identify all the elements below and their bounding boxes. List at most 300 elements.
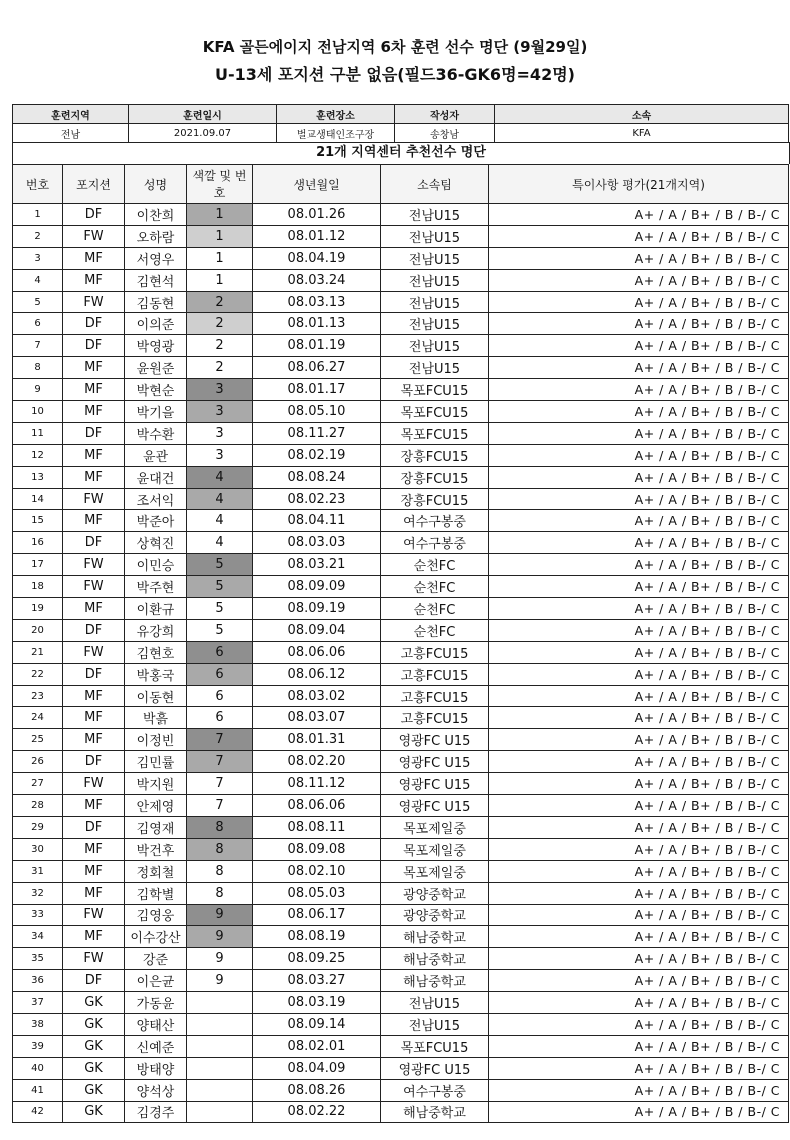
table-row xyxy=(13,926,789,948)
player-color-group: 7 xyxy=(187,795,253,817)
player-birthdate: 08.05.03 xyxy=(253,882,381,904)
column-header: 특이사항 평가(21개지역) xyxy=(489,165,789,204)
player-rating-scale: A+ / A / B+ / B / B-/ C xyxy=(489,795,789,817)
player-team: 장흥FCU15 xyxy=(381,488,489,510)
player-position: FW xyxy=(63,576,125,598)
player-number: 27 xyxy=(13,773,63,795)
section-title: 21개 지역센터 추천선수 명단 xyxy=(12,142,790,164)
table-row xyxy=(13,992,789,1014)
player-team: 전남U15 xyxy=(381,992,489,1014)
player-birthdate: 08.08.19 xyxy=(253,926,381,948)
player-team: 목포제일중 xyxy=(381,816,489,838)
player-team: 고흥FCU15 xyxy=(381,641,489,663)
player-team: 장흥FCU15 xyxy=(381,466,489,488)
player-rating-scale: A+ / A / B+ / B / B-/ C xyxy=(489,466,789,488)
player-color-group: 7 xyxy=(187,751,253,773)
player-team: 목포제일중 xyxy=(381,838,489,860)
player-rating-scale: A+ / A / B+ / B / B-/ C xyxy=(489,1057,789,1079)
player-position: DF xyxy=(63,970,125,992)
player-birthdate: 08.03.24 xyxy=(253,269,381,291)
player-name: 서영우 xyxy=(125,247,187,269)
player-position: MF xyxy=(63,860,125,882)
player-number: 33 xyxy=(13,904,63,926)
player-birthdate: 08.09.09 xyxy=(253,576,381,598)
player-color-group xyxy=(187,1013,253,1035)
player-name: 이민승 xyxy=(125,554,187,576)
document-subtitle: U-13세 포지션 구분 없음(필드36-GK6명=42명) xyxy=(215,65,575,84)
player-team: 고흥FCU15 xyxy=(381,685,489,707)
player-number: 3 xyxy=(13,247,63,269)
player-name: 가동윤 xyxy=(125,992,187,1014)
table-row xyxy=(13,729,789,751)
player-position: DF xyxy=(63,619,125,641)
table-row xyxy=(13,904,789,926)
player-number: 36 xyxy=(13,970,63,992)
info-value-cell: 벌교생태인조구장 xyxy=(277,124,395,143)
player-number: 24 xyxy=(13,707,63,729)
player-number: 18 xyxy=(13,576,63,598)
table-row xyxy=(13,357,789,379)
player-number: 25 xyxy=(13,729,63,751)
player-number: 17 xyxy=(13,554,63,576)
info-header-row xyxy=(13,105,789,124)
player-color-group: 1 xyxy=(187,269,253,291)
player-position: MF xyxy=(63,510,125,532)
table-row xyxy=(13,1035,789,1057)
player-team: 영광FC U15 xyxy=(381,1057,489,1079)
player-name: 김동현 xyxy=(125,291,187,313)
player-birthdate: 08.09.25 xyxy=(253,948,381,970)
player-team: 전남U15 xyxy=(381,1013,489,1035)
player-team: 장흥FCU15 xyxy=(381,444,489,466)
table-row xyxy=(13,1079,789,1101)
player-name: 김경주 xyxy=(125,1101,187,1123)
table-row xyxy=(13,313,789,335)
player-position: GK xyxy=(63,1035,125,1057)
player-rating-scale: A+ / A / B+ / B / B-/ C xyxy=(489,685,789,707)
player-team: 전남U15 xyxy=(381,269,489,291)
player-team: 여수구봉중 xyxy=(381,510,489,532)
player-team: 여수구봉중 xyxy=(381,1079,489,1101)
player-rating-scale: A+ / A / B+ / B / B-/ C xyxy=(489,992,789,1014)
player-name: 오하람 xyxy=(125,225,187,247)
player-position: FW xyxy=(63,948,125,970)
player-name: 이동현 xyxy=(125,685,187,707)
player-team: 해남중학교 xyxy=(381,970,489,992)
table-row xyxy=(13,882,789,904)
info-header-cell: 훈련일시 xyxy=(129,105,277,124)
player-team: 고흥FCU15 xyxy=(381,707,489,729)
player-birthdate: 08.04.09 xyxy=(253,1057,381,1079)
player-position: GK xyxy=(63,1079,125,1101)
player-color-group: 3 xyxy=(187,379,253,401)
player-birthdate: 08.02.22 xyxy=(253,1101,381,1123)
info-header-cell: 작성자 xyxy=(395,105,495,124)
player-name: 이수강산 xyxy=(125,926,187,948)
player-birthdate: 08.01.17 xyxy=(253,379,381,401)
table-row xyxy=(13,860,789,882)
player-rating-scale: A+ / A / B+ / B / B-/ C xyxy=(489,422,789,444)
player-name: 박홍국 xyxy=(125,663,187,685)
table-row xyxy=(13,838,789,860)
player-name: 김현석 xyxy=(125,269,187,291)
player-name: 박기을 xyxy=(125,401,187,423)
player-team: 해남중학교 xyxy=(381,1101,489,1123)
player-rating-scale: A+ / A / B+ / B / B-/ C xyxy=(489,773,789,795)
player-position: MF xyxy=(63,707,125,729)
column-header: 색깔 및 번호 xyxy=(187,165,253,204)
player-birthdate: 08.04.19 xyxy=(253,247,381,269)
table-row xyxy=(13,554,789,576)
document-title: KFA 골든에이지 전남지역 6차 훈련 선수 명단 (9월29일) xyxy=(202,38,588,56)
player-team: 광양중학교 xyxy=(381,882,489,904)
player-rating-scale: A+ / A / B+ / B / B-/ C xyxy=(489,619,789,641)
player-number: 22 xyxy=(13,663,63,685)
table-row xyxy=(13,576,789,598)
player-name: 상혁진 xyxy=(125,532,187,554)
player-rating-scale: A+ / A / B+ / B / B-/ C xyxy=(489,401,789,423)
player-birthdate: 08.01.19 xyxy=(253,335,381,357)
player-rating-scale: A+ / A / B+ / B / B-/ C xyxy=(489,751,789,773)
player-position: FW xyxy=(63,773,125,795)
player-position: DF xyxy=(63,313,125,335)
player-color-group: 9 xyxy=(187,970,253,992)
player-birthdate: 08.02.19 xyxy=(253,444,381,466)
player-position: MF xyxy=(63,795,125,817)
player-color-group: 2 xyxy=(187,335,253,357)
player-color-group: 7 xyxy=(187,729,253,751)
player-name: 이은균 xyxy=(125,970,187,992)
player-rating-scale: A+ / A / B+ / B / B-/ C xyxy=(489,291,789,313)
player-team: 순천FC xyxy=(381,598,489,620)
player-birthdate: 08.05.10 xyxy=(253,401,381,423)
player-position: MF xyxy=(63,838,125,860)
table-row xyxy=(13,816,789,838)
player-birthdate: 08.03.27 xyxy=(253,970,381,992)
player-rating-scale: A+ / A / B+ / B / B-/ C xyxy=(489,357,789,379)
player-name: 박건후 xyxy=(125,838,187,860)
player-rating-scale: A+ / A / B+ / B / B-/ C xyxy=(489,926,789,948)
info-value-cell: 송창남 xyxy=(395,124,495,143)
roster-header-row xyxy=(13,165,789,204)
player-birthdate: 08.01.26 xyxy=(253,204,381,226)
player-birthdate: 08.04.11 xyxy=(253,510,381,532)
player-name: 박현순 xyxy=(125,379,187,401)
player-team: 광양중학교 xyxy=(381,904,489,926)
player-rating-scale: A+ / A / B+ / B / B-/ C xyxy=(489,641,789,663)
player-team: 목포FCU15 xyxy=(381,1035,489,1057)
player-color-group: 2 xyxy=(187,291,253,313)
player-birthdate: 08.01.31 xyxy=(253,729,381,751)
player-rating-scale: A+ / A / B+ / B / B-/ C xyxy=(489,729,789,751)
table-row xyxy=(13,1013,789,1035)
player-number: 37 xyxy=(13,992,63,1014)
player-position: FW xyxy=(63,904,125,926)
player-position: DF xyxy=(63,751,125,773)
player-color-group: 8 xyxy=(187,860,253,882)
player-team: 전남U15 xyxy=(381,335,489,357)
player-position: GK xyxy=(63,1101,125,1123)
column-header: 번호 xyxy=(13,165,63,204)
player-color-group: 9 xyxy=(187,948,253,970)
player-rating-scale: A+ / A / B+ / B / B-/ C xyxy=(489,444,789,466)
player-number: 28 xyxy=(13,795,63,817)
player-team: 순천FC xyxy=(381,619,489,641)
table-row xyxy=(13,488,789,510)
column-header: 소속팀 xyxy=(381,165,489,204)
table-row xyxy=(13,663,789,685)
player-color-group: 5 xyxy=(187,576,253,598)
player-rating-scale: A+ / A / B+ / B / B-/ C xyxy=(489,838,789,860)
player-color-group: 5 xyxy=(187,598,253,620)
player-birthdate: 08.02.23 xyxy=(253,488,381,510)
player-team: 전남U15 xyxy=(381,291,489,313)
player-number: 26 xyxy=(13,751,63,773)
player-birthdate: 08.03.07 xyxy=(253,707,381,729)
player-position: DF xyxy=(63,204,125,226)
player-position: FW xyxy=(63,291,125,313)
player-rating-scale: A+ / A / B+ / B / B-/ C xyxy=(489,816,789,838)
player-number: 41 xyxy=(13,1079,63,1101)
info-value-cell: 2021.09.07 xyxy=(129,124,277,143)
info-header-cell: 훈련지역 xyxy=(13,105,129,124)
player-number: 42 xyxy=(13,1101,63,1123)
player-team: 목포FCU15 xyxy=(381,379,489,401)
table-row xyxy=(13,948,789,970)
player-team: 목포FCU15 xyxy=(381,401,489,423)
table-row xyxy=(13,1101,789,1123)
player-position: MF xyxy=(63,926,125,948)
player-team: 목포FCU15 xyxy=(381,422,489,444)
player-color-group: 8 xyxy=(187,838,253,860)
table-row xyxy=(13,751,789,773)
player-number: 4 xyxy=(13,269,63,291)
player-name: 이정빈 xyxy=(125,729,187,751)
player-color-group: 4 xyxy=(187,466,253,488)
player-name: 김영웅 xyxy=(125,904,187,926)
player-rating-scale: A+ / A / B+ / B / B-/ C xyxy=(489,313,789,335)
player-name: 신예준 xyxy=(125,1035,187,1057)
player-name: 윤관 xyxy=(125,444,187,466)
player-name: 김학별 xyxy=(125,882,187,904)
player-position: DF xyxy=(63,335,125,357)
player-number: 10 xyxy=(13,401,63,423)
player-color-group: 2 xyxy=(187,357,253,379)
player-rating-scale: A+ / A / B+ / B / B-/ C xyxy=(489,225,789,247)
player-number: 15 xyxy=(13,510,63,532)
player-position: DF xyxy=(63,663,125,685)
player-birthdate: 08.03.21 xyxy=(253,554,381,576)
table-row xyxy=(13,510,789,532)
player-number: 6 xyxy=(13,313,63,335)
player-rating-scale: A+ / A / B+ / B / B-/ C xyxy=(489,379,789,401)
player-birthdate: 08.09.08 xyxy=(253,838,381,860)
player-position: GK xyxy=(63,992,125,1014)
player-rating-scale: A+ / A / B+ / B / B-/ C xyxy=(489,707,789,729)
player-number: 13 xyxy=(13,466,63,488)
table-row xyxy=(13,379,789,401)
table-row xyxy=(13,225,789,247)
player-color-group: 6 xyxy=(187,685,253,707)
table-row xyxy=(13,532,789,554)
player-rating-scale: A+ / A / B+ / B / B-/ C xyxy=(489,663,789,685)
player-rating-scale: A+ / A / B+ / B / B-/ C xyxy=(489,1035,789,1057)
player-name: 강준 xyxy=(125,948,187,970)
player-position: MF xyxy=(63,379,125,401)
table-row xyxy=(13,685,789,707)
player-color-group: 1 xyxy=(187,204,253,226)
player-birthdate: 08.03.03 xyxy=(253,532,381,554)
table-row xyxy=(13,269,789,291)
table-row xyxy=(13,970,789,992)
player-position: MF xyxy=(63,598,125,620)
player-position: DF xyxy=(63,532,125,554)
player-color-group: 5 xyxy=(187,554,253,576)
player-color-group xyxy=(187,992,253,1014)
player-number: 8 xyxy=(13,357,63,379)
player-color-group: 1 xyxy=(187,225,253,247)
player-name: 양석상 xyxy=(125,1079,187,1101)
player-position: DF xyxy=(63,422,125,444)
player-number: 16 xyxy=(13,532,63,554)
player-rating-scale: A+ / A / B+ / B / B-/ C xyxy=(489,335,789,357)
player-birthdate: 08.09.14 xyxy=(253,1013,381,1035)
player-position: DF xyxy=(63,816,125,838)
player-color-group: 8 xyxy=(187,882,253,904)
table-row xyxy=(13,641,789,663)
table-row xyxy=(13,598,789,620)
player-color-group xyxy=(187,1035,253,1057)
table-row xyxy=(13,401,789,423)
player-number: 14 xyxy=(13,488,63,510)
player-rating-scale: A+ / A / B+ / B / B-/ C xyxy=(489,204,789,226)
player-birthdate: 08.02.20 xyxy=(253,751,381,773)
player-number: 20 xyxy=(13,619,63,641)
player-position: MF xyxy=(63,247,125,269)
player-number: 5 xyxy=(13,291,63,313)
player-name: 이의준 xyxy=(125,313,187,335)
player-number: 35 xyxy=(13,948,63,970)
player-rating-scale: A+ / A / B+ / B / B-/ C xyxy=(489,948,789,970)
player-color-group: 1 xyxy=(187,247,253,269)
player-color-group: 9 xyxy=(187,904,253,926)
player-position: MF xyxy=(63,685,125,707)
player-roster-table xyxy=(12,164,789,1123)
player-name: 김영재 xyxy=(125,816,187,838)
table-row xyxy=(13,444,789,466)
player-number: 32 xyxy=(13,882,63,904)
player-rating-scale: A+ / A / B+ / B / B-/ C xyxy=(489,554,789,576)
column-header: 생년월일 xyxy=(253,165,381,204)
player-color-group: 3 xyxy=(187,422,253,444)
player-name: 양태산 xyxy=(125,1013,187,1035)
player-birthdate: 08.08.26 xyxy=(253,1079,381,1101)
table-row xyxy=(13,247,789,269)
player-rating-scale: A+ / A / B+ / B / B-/ C xyxy=(489,510,789,532)
column-header: 성명 xyxy=(125,165,187,204)
player-birthdate: 08.02.10 xyxy=(253,860,381,882)
player-color-group: 5 xyxy=(187,619,253,641)
player-position: MF xyxy=(63,729,125,751)
player-name: 김민률 xyxy=(125,751,187,773)
player-position: FW xyxy=(63,554,125,576)
player-team: 순천FC xyxy=(381,554,489,576)
player-position: MF xyxy=(63,269,125,291)
player-birthdate: 08.11.12 xyxy=(253,773,381,795)
player-team: 목포제일중 xyxy=(381,860,489,882)
player-color-group: 4 xyxy=(187,532,253,554)
player-position: GK xyxy=(63,1057,125,1079)
player-color-group: 8 xyxy=(187,816,253,838)
player-birthdate: 08.11.27 xyxy=(253,422,381,444)
player-number: 7 xyxy=(13,335,63,357)
table-row xyxy=(13,204,789,226)
player-birthdate: 08.08.11 xyxy=(253,816,381,838)
player-name: 이환규 xyxy=(125,598,187,620)
player-color-group: 7 xyxy=(187,773,253,795)
player-rating-scale: A+ / A / B+ / B / B-/ C xyxy=(489,488,789,510)
player-name: 윤원준 xyxy=(125,357,187,379)
player-team: 전남U15 xyxy=(381,247,489,269)
player-name: 박지원 xyxy=(125,773,187,795)
player-rating-scale: A+ / A / B+ / B / B-/ C xyxy=(489,860,789,882)
player-color-group xyxy=(187,1079,253,1101)
player-birthdate: 08.01.13 xyxy=(253,313,381,335)
player-color-group: 6 xyxy=(187,641,253,663)
table-row xyxy=(13,795,789,817)
table-row xyxy=(13,707,789,729)
table-row xyxy=(13,466,789,488)
table-row xyxy=(13,335,789,357)
player-birthdate: 08.06.06 xyxy=(253,795,381,817)
table-row xyxy=(13,422,789,444)
player-team: 전남U15 xyxy=(381,204,489,226)
player-team: 영광FC U15 xyxy=(381,751,489,773)
player-color-group xyxy=(187,1101,253,1123)
player-number: 38 xyxy=(13,1013,63,1035)
info-value-cell: 전남 xyxy=(13,124,129,143)
training-info-table xyxy=(12,104,789,143)
player-name: 안제영 xyxy=(125,795,187,817)
player-rating-scale: A+ / A / B+ / B / B-/ C xyxy=(489,970,789,992)
table-row xyxy=(13,1057,789,1079)
player-birthdate: 08.08.24 xyxy=(253,466,381,488)
player-rating-scale: A+ / A / B+ / B / B-/ C xyxy=(489,269,789,291)
player-position: MF xyxy=(63,444,125,466)
player-name: 윤대건 xyxy=(125,466,187,488)
player-birthdate: 08.02.01 xyxy=(253,1035,381,1057)
player-rating-scale: A+ / A / B+ / B / B-/ C xyxy=(489,247,789,269)
player-position: MF xyxy=(63,357,125,379)
player-birthdate: 08.06.12 xyxy=(253,663,381,685)
player-birthdate: 08.09.04 xyxy=(253,619,381,641)
info-header-cell: 소속 xyxy=(495,105,789,124)
player-name: 조서익 xyxy=(125,488,187,510)
player-rating-scale: A+ / A / B+ / B / B-/ C xyxy=(489,576,789,598)
player-team: 해남중학교 xyxy=(381,948,489,970)
info-value-row xyxy=(13,124,789,143)
player-birthdate: 08.01.12 xyxy=(253,225,381,247)
player-rating-scale: A+ / A / B+ / B / B-/ C xyxy=(489,1101,789,1123)
player-number: 39 xyxy=(13,1035,63,1057)
player-name: 박주현 xyxy=(125,576,187,598)
player-position: MF xyxy=(63,466,125,488)
player-rating-scale: A+ / A / B+ / B / B-/ C xyxy=(489,532,789,554)
player-team: 전남U15 xyxy=(381,225,489,247)
player-number: 30 xyxy=(13,838,63,860)
player-birthdate: 08.03.02 xyxy=(253,685,381,707)
player-color-group xyxy=(187,1057,253,1079)
